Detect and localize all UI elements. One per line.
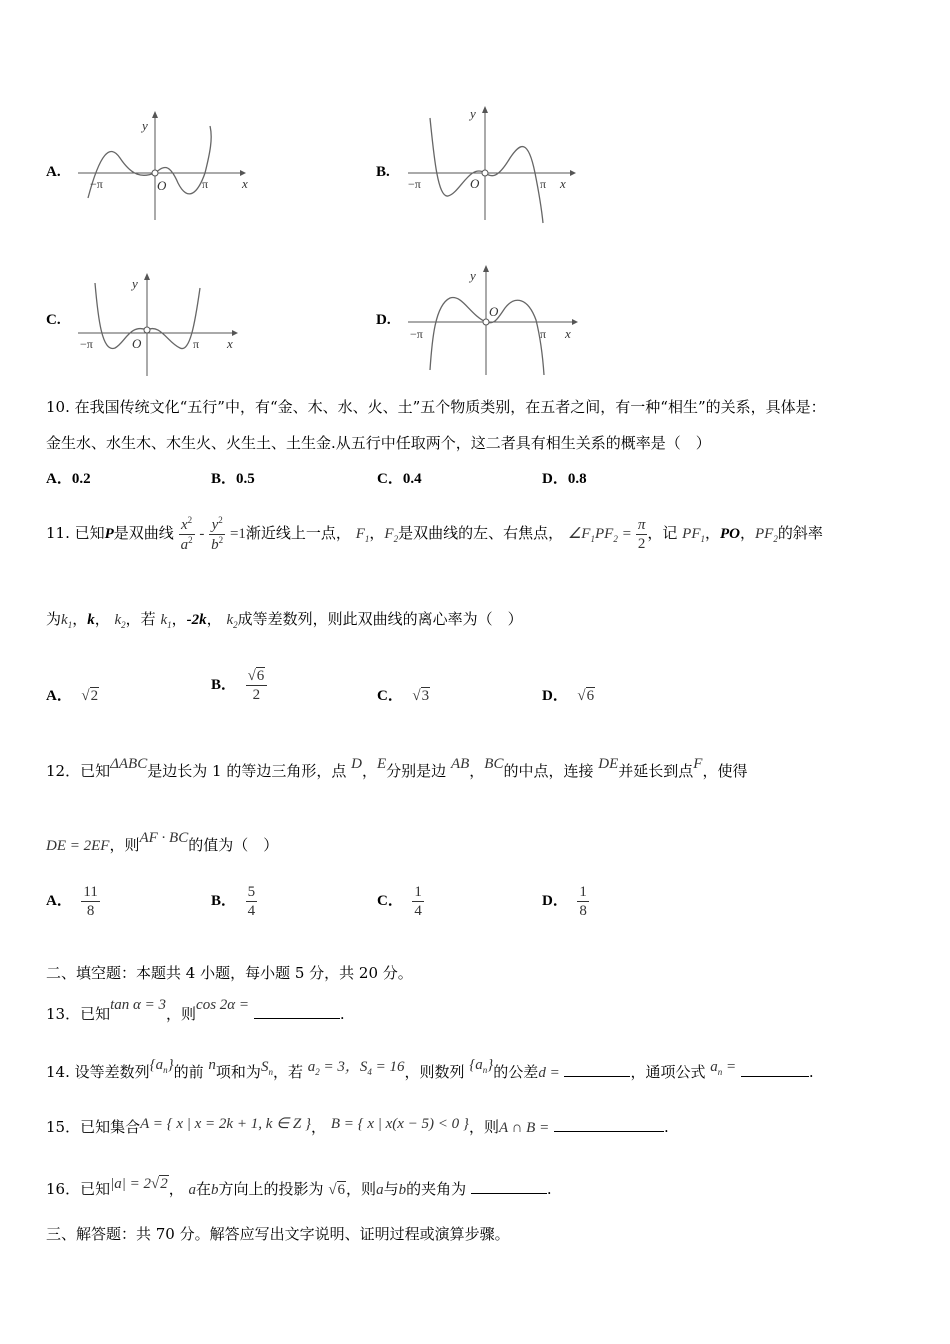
pi-label: π xyxy=(193,337,200,351)
q14-common-difference-blank[interactable] xyxy=(564,1062,630,1077)
y-label: y xyxy=(132,276,138,291)
option-b-label: B. xyxy=(376,164,390,180)
option-d-label: D. xyxy=(376,312,391,328)
q10-option-d: D．0.8 xyxy=(542,471,587,487)
y-label: y xyxy=(142,118,148,133)
q14: 14. 设等差数列$\{a_n\}$的前 n项和为$S_n$，若 $a_2 = 3$，$S_4 = 16$，则数列 $\{a_n\}$的公差d = ，通项公式 $a_n$ = . xyxy=(46,1057,814,1081)
hyperbola-y-term: $\frac{y^2}{b^2}$ xyxy=(211,514,224,553)
x-axis-arrow xyxy=(570,170,576,176)
q12-option-d: D． $\frac{1}{8}$ xyxy=(542,883,587,919)
origin-point xyxy=(482,170,488,176)
q11-option-b: B． $\frac{√6}{2}$ xyxy=(211,660,267,709)
q11-line1: 11. 已知P是双曲线 $\frac{x^2}{a^2}$ - $\frac{y^2}{b^2}$ =1渐近线上一点， $F_1$，$F_2$是双曲线的左、右焦点， $\angle F_1PF_2$ = $\frac{\pi}{2}$ ，记 $PF_1$，PO，$PF_2$的斜率 xyxy=(46,514,823,553)
y-axis-arrow xyxy=(144,273,150,280)
q10-option-c: C．0.4 xyxy=(377,471,422,487)
neg-pi-label: −π xyxy=(80,337,93,351)
q15: 15．已知集合A = { x | x = 2k + 1, k ∈ Z }， B = { x | x(x − 5) < 0 }，则A ∩ B = . xyxy=(46,1116,669,1136)
q12-option-a: A． $\frac{11}{8}$ xyxy=(46,883,98,919)
section-2-heading: 二、填空题：本题共 4 小题，每小题 5 分，共 20 分。 xyxy=(46,964,413,982)
q10-line1: 10. 在我国传统文化“五行”中，有“金、木、水、火、土”五个物质类别，在五者之间，有一种“相生”的关系，具体是： xyxy=(46,398,826,416)
q12-option-c: C． $\frac{1}{4}$ xyxy=(377,883,422,919)
q12-line2: DE = 2EF，则AF · BC的值为（ ） xyxy=(46,830,279,854)
q14-general-term-blank[interactable] xyxy=(741,1062,809,1077)
origin-point xyxy=(152,170,158,176)
neg-pi-label: −π xyxy=(90,177,103,191)
q12-option-b: B． $\frac{5}{4}$ xyxy=(211,883,256,919)
q12-line1: 12．已知ΔABC是边长为 1 的等边三角形，点 D，E分别是边 AB，BC的中点，连接 DE并延长到点F，使得 xyxy=(46,756,748,780)
x-label: x xyxy=(560,176,566,191)
x-label: x xyxy=(227,336,233,351)
x-axis-arrow xyxy=(572,319,578,325)
pi-label: π xyxy=(202,177,209,191)
x-label: x xyxy=(242,176,248,191)
neg-pi-label: −π xyxy=(408,177,421,191)
neg-pi-label: −π xyxy=(410,327,423,341)
y-axis-arrow xyxy=(152,111,158,118)
y-axis-arrow xyxy=(482,106,488,113)
q11-option-a: A． √2 xyxy=(46,688,99,704)
q11-option-c: C． √3 xyxy=(377,688,430,704)
origin-point xyxy=(144,327,150,333)
hyperbola-x-term: $\frac{x^2}{a^2}$ xyxy=(180,514,193,553)
x-axis-arrow xyxy=(232,330,238,336)
q10-line2: 金生水、水生木、木生火、火生土、土生金.从五行中任取两个，这二者具有相生关系的概率是（ ） xyxy=(46,434,711,452)
option-a-label: A. xyxy=(46,164,61,180)
curve xyxy=(430,297,547,375)
q13: 13．已知tan α = 3，则cos 2α = . xyxy=(46,997,345,1023)
origin-label: O xyxy=(470,176,480,191)
x-label: x xyxy=(565,326,571,341)
q16: 16．已知|a| = 2√2， a在b方向上的投影为 √6，则a与b的夹角为 . xyxy=(46,1176,552,1198)
y-label: y xyxy=(470,106,476,121)
graph-a xyxy=(70,98,250,228)
pi-over-2: $\frac{\pi}{2}$ xyxy=(637,516,646,552)
q16-answer-blank[interactable] xyxy=(471,1179,547,1194)
q11-option-d: D． √6 xyxy=(542,688,595,704)
q10-option-a: A．0.2 xyxy=(46,471,91,487)
curve xyxy=(88,126,211,198)
pi-label: π xyxy=(540,177,547,191)
q11-line2: 为$k_1$，k， $k_2$，若 $k_1$，-2k， $k_2$成等差数列，则此双曲线的离心率为（ ） xyxy=(46,610,523,630)
y-axis-arrow xyxy=(483,265,489,272)
y-label: y xyxy=(470,268,476,283)
origin-label: O xyxy=(489,304,499,319)
option-c-label: C. xyxy=(46,312,61,328)
pi-label: π xyxy=(540,327,547,341)
origin-label: O xyxy=(132,336,142,351)
q13-answer-blank[interactable] xyxy=(254,1004,340,1019)
section-3-heading: 三、解答题：共 70 分。解答应写出文字说明、证明过程或演算步骤。 xyxy=(46,1225,510,1243)
q15-answer-blank[interactable] xyxy=(554,1117,664,1132)
q10-option-b: B．0.5 xyxy=(211,471,255,487)
origin-label: O xyxy=(157,178,167,193)
origin-point xyxy=(483,319,489,325)
graph-d xyxy=(400,260,590,380)
graph-c xyxy=(70,268,250,378)
graph-b xyxy=(400,98,580,228)
